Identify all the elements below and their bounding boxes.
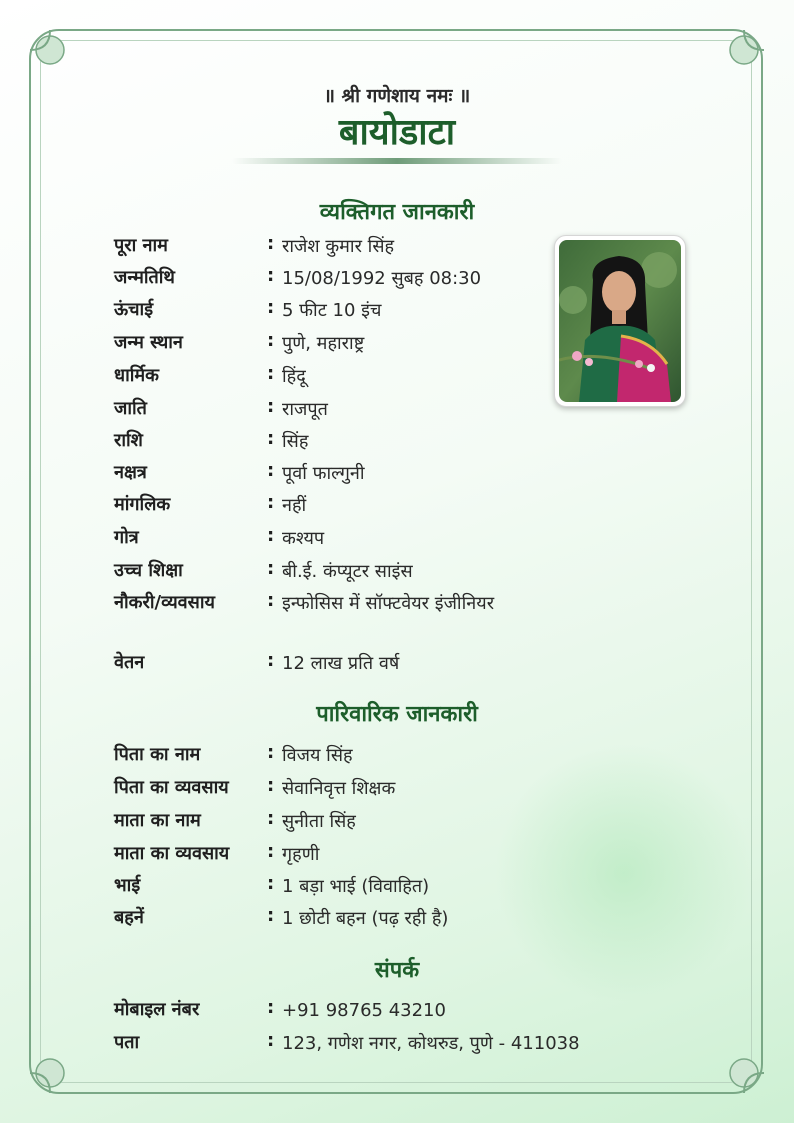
- separator-colon: :: [267, 396, 275, 417]
- field-value: बी.ई. कंप्यूटर साइंस: [282, 561, 413, 582]
- info-row-address: [114, 1030, 674, 1062]
- info-row-sisters: [114, 905, 674, 937]
- info-row-gotra: [114, 525, 674, 557]
- field-value: 1 बड़ा भाई (विवाहित): [282, 876, 430, 897]
- separator-colon: :: [267, 742, 275, 763]
- separator-colon: :: [267, 558, 275, 579]
- corner-ornament-icon: [722, 1051, 766, 1095]
- profile-photo: [554, 235, 686, 407]
- field-value: गृहणी: [282, 844, 320, 865]
- field-label: जन्मतिथि: [114, 267, 175, 288]
- field-label: पिता का व्यवसाय: [114, 777, 229, 798]
- info-row-brothers: [114, 873, 674, 905]
- info-row-manglik: [114, 492, 674, 524]
- field-label: जन्म स्थान: [114, 332, 183, 353]
- field-value: पुणे, महाराष्ट्र: [282, 333, 365, 354]
- field-value: सुनीता सिंह: [282, 811, 356, 832]
- field-label: नक्षत्र: [114, 462, 147, 483]
- info-row-mother-occupation: [114, 841, 674, 873]
- field-value: 12 लाख प्रति वर्ष: [282, 653, 400, 674]
- separator-colon: :: [267, 363, 275, 384]
- field-value: 5 फीट 10 इंच: [282, 300, 382, 321]
- field-value: हिंदू: [282, 366, 306, 387]
- separator-colon: :: [267, 650, 275, 671]
- field-label: भाई: [114, 875, 141, 896]
- field-value: +91 98765 43210: [282, 1000, 446, 1021]
- field-label: पता: [114, 1032, 140, 1053]
- field-label: पिता का नाम: [114, 744, 201, 765]
- section-title-contact: संपर्क: [374, 958, 420, 983]
- field-value: सेवानिवृत्त शिक्षक: [282, 778, 396, 799]
- section-title-family: पारिवारिक जानकारी: [316, 702, 478, 727]
- field-label: राशि: [114, 430, 143, 451]
- field-value: 1 छोटी बहन (पढ़ रही है): [282, 908, 449, 929]
- title-underline: [232, 158, 562, 164]
- info-row-mobile: [114, 997, 674, 1029]
- field-value: विजय सिंह: [282, 745, 353, 766]
- field-label: बहनें: [114, 907, 144, 928]
- separator-colon: :: [267, 997, 275, 1018]
- corner-ornament-icon: [28, 28, 72, 72]
- field-value: कश्यप: [282, 528, 325, 549]
- field-label: नौकरी/व्यवसाय: [114, 592, 215, 613]
- field-label: धार्मिक: [114, 365, 159, 386]
- separator-colon: :: [267, 775, 275, 796]
- field-value: राजपूत: [282, 399, 328, 420]
- page-title: बायोडाटा: [338, 112, 456, 153]
- corner-ornament-icon: [28, 1051, 72, 1095]
- separator-colon: :: [267, 460, 275, 481]
- separator-colon: :: [267, 873, 275, 894]
- field-value: पूर्वा फाल्गुनी: [282, 463, 365, 484]
- field-label: गोत्र: [114, 527, 139, 548]
- field-value: इन्फोसिस में सॉफ्टवेयर इंजीनियर: [282, 593, 495, 614]
- separator-colon: :: [267, 808, 275, 829]
- info-row-father-occupation: [114, 775, 674, 807]
- field-value: नहीं: [282, 495, 307, 516]
- separator-colon: :: [267, 905, 275, 926]
- info-row-occupation: [114, 590, 674, 646]
- field-value: राजेश कुमार सिंह: [282, 236, 395, 257]
- separator-colon: :: [267, 265, 275, 286]
- info-row-salary: [114, 650, 674, 682]
- corner-ornament-icon: [722, 28, 766, 72]
- separator-colon: :: [267, 330, 275, 351]
- field-label: माता का नाम: [114, 810, 201, 831]
- info-row-nakshatra: [114, 460, 674, 492]
- field-label: मोबाइल नंबर: [114, 999, 200, 1020]
- field-value: सिंह: [282, 431, 309, 452]
- separator-colon: :: [267, 428, 275, 449]
- separator-colon: :: [267, 1030, 275, 1051]
- field-label: वेतन: [114, 652, 145, 673]
- field-label: ऊंचाई: [114, 299, 154, 320]
- section-title-personal: व्यक्तिगत जानकारी: [319, 200, 475, 225]
- info-row-education: [114, 558, 674, 590]
- separator-colon: :: [267, 525, 275, 546]
- separator-colon: :: [267, 590, 275, 611]
- field-label: पूरा नाम: [114, 235, 168, 256]
- separator-colon: :: [267, 841, 275, 862]
- separator-colon: :: [267, 492, 275, 513]
- field-value: 15/08/1992 सुबह 08:30: [282, 268, 482, 289]
- separator-colon: :: [267, 297, 275, 318]
- field-label: माता का व्यवसाय: [114, 843, 230, 864]
- field-label: उच्च शिक्षा: [114, 560, 183, 581]
- info-row-zodiac: [114, 428, 674, 460]
- info-row-father-name: [114, 742, 674, 774]
- info-row-mother-name: [114, 808, 674, 840]
- field-label: जाति: [114, 398, 147, 419]
- portrait-image: [559, 240, 681, 402]
- invocation-text: ॥ श्री गणेशाय नमः ॥: [323, 85, 471, 107]
- field-value: 123, गणेश नगर, कोथरुड, पुणे - 411038: [282, 1033, 580, 1054]
- field-label: मांगलिक: [114, 494, 171, 515]
- separator-colon: :: [267, 233, 275, 254]
